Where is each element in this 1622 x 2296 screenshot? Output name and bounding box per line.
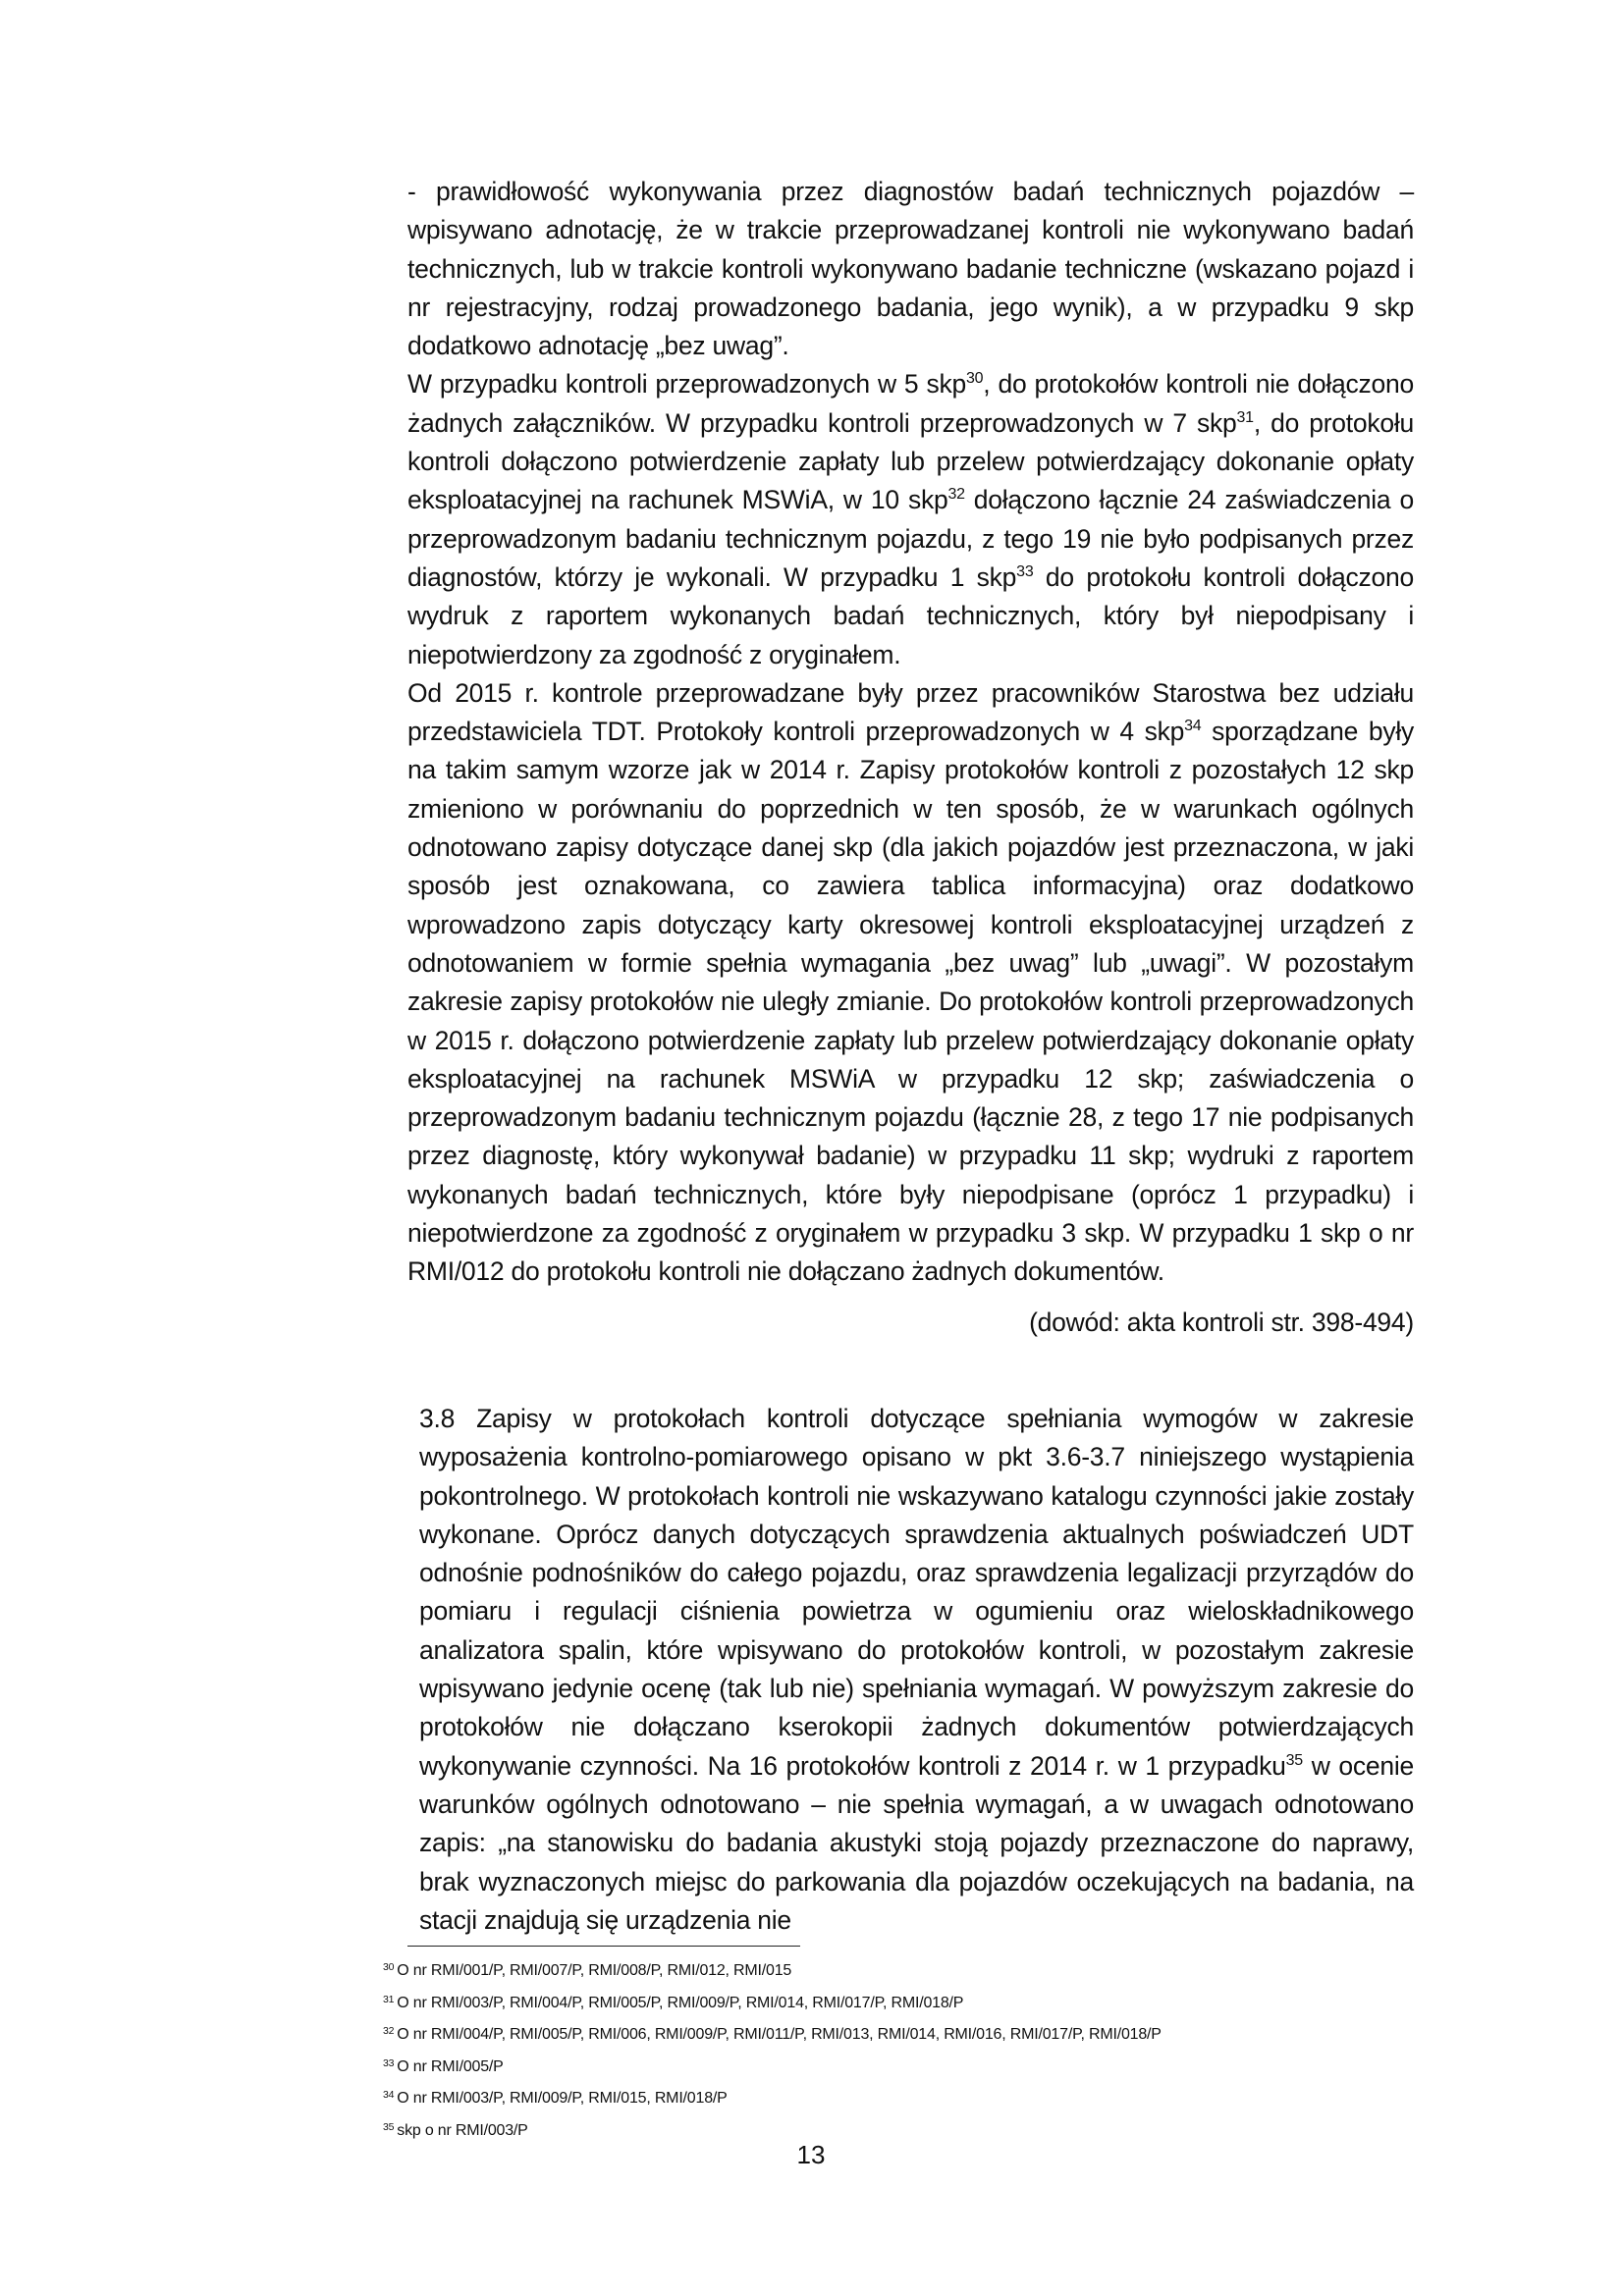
text-run: Od 2015 r. kontrole przeprowadzane były przez pracowników Starostwa bez udziału przedstawiciela TDT. Protokoły kontroli przeprowadzonych w 4 skp — [407, 677, 1414, 747]
footnote-reference: 31 — [1236, 408, 1254, 426]
section-3-8-paragraph — [419, 1400, 1414, 1940]
text-run: , do protokołów kontroli nie dołączono żadnych załączników. W przypadku kontroli przeprowadzonych w 7 skp — [407, 369, 1414, 438]
footnote-reference: 33 — [1016, 562, 1034, 580]
footnote-number: 32 — [383, 2025, 395, 2038]
footnote-30 — [383, 1953, 1463, 1986]
evidence-note: (dowód: akta kontroli str. 398-494) — [1029, 1307, 1414, 1337]
footnote-text: O nr RMI/001/P, RMI/007/P, RMI/008/P, RMI/012, RMI/015 — [397, 1962, 792, 1979]
footnote-separator — [407, 1946, 800, 1947]
section-3-8 — [419, 1400, 1414, 1940]
footnote-text: O nr RMI/004/P, RMI/005/P, RMI/006, RMI/009/P, RMI/011/P, RMI/013, RMI/014, RMI/016, RMI/017/P, RMI/018/P — [397, 2026, 1162, 2044]
footnote-34 — [383, 2081, 1463, 2113]
paragraph-controls-2015 — [407, 674, 1414, 1292]
paragraph-attachments-2014 — [407, 365, 1414, 673]
text-run: 3.8 Zapisy w protokołach kontroli dotyczące spełniania wymogów w zakresie wyposażenia kontrolno-pomiarowego opisano w pkt 3.6-3.7 niniejszego wystąpienia pokontrolnego. W protokołach kontroli nie wskazywano katalogu czynności jakie zostały wykonane. Oprócz danych dotyczących sprawdzenia aktualnych poświadczeń UDT odnośnie podnośników do całego pojazdu, oraz sprawdzenia legalizacji przyrządów do pomiaru i regulacji ciśnienia powietrza w ogumieniu oraz wieloskładnikowego analizatora spalin, które wpisywano do protokołów kontroli, w pozostałym zakresie wpisywano jedynie ocenę (tak lub nie) spełniania wymagań. W powyższym zakresie do protokołów nie dołączano kserokopii żadnych dokumentów potwierdzających wykonywanie czynności. Na 16 protokołów kontroli z 2014 r. w 1 przypadku — [419, 1404, 1414, 1781]
text-run: w ocenie warunków ogólnych odnotowano – nie spełnia wymagań, a w uwagach odnotowano zapis: „na stanowisku do badania akustyki stoją pojazdy przeznaczone do naprawy, brak wyznaczonych miejsc do parkowania dla pojazdów oczekujących na badania, na stacji znajdują się urządzenia nie — [419, 1750, 1414, 1935]
footnote-text: skp o nr RMI/003/P — [397, 2121, 528, 2139]
footnote-number: 34 — [383, 2089, 395, 2102]
text-run: dołączono łącznie 24 zaświadczenia o przeprowadzonym badaniu technicznym pojazdu, z tego 19 nie było podpisanych przez diagnostów, którzy je wykonali. W przypadku 1 skp — [407, 485, 1414, 592]
footnote-31 — [383, 1986, 1463, 2018]
footnotes — [383, 1953, 1463, 2146]
text-run: , do protokołu kontroli dołączono potwierdzenie zapłaty lub przelew potwierdzający dokonanie opłaty eksploatacyjnej na rachunek MSWiA, w 10 skp — [407, 407, 1414, 515]
page-number: 13 — [796, 2140, 826, 2169]
footnote-reference: 32 — [947, 486, 965, 504]
footnote-32 — [383, 2017, 1463, 2050]
footnote-text: O nr RMI/003/P, RMI/009/P, RMI/015, RMI/018/P — [397, 2090, 728, 2108]
footnote-number: 35 — [383, 2120, 395, 2133]
footnote-text: O nr RMI/003/P, RMI/004/P, RMI/005/P, RMI/009/P, RMI/014, RMI/017/P, RMI/018/P — [397, 1994, 964, 2011]
paragraph-diagnostics — [407, 173, 1414, 365]
footnote-reference: 30 — [965, 370, 984, 388]
footnote-text: O nr RMI/005/P — [397, 2057, 504, 2075]
footnote-number: 30 — [383, 1961, 395, 1973]
text-run: - prawidłowość wykonywania przez diagnostów badań technicznych pojazdów – wpisywano adnotację, że w trakcie przeprowadzanej kontroli nie wykonywano badań technicznych, lub w trakcie kontroli wykonywano badanie techniczne (wskazano pojazd i nr rejestracyjny, rodzaj prowadzonego badania, jego wynik), a w przypadku 9 skp dodatkowo adnotację „bez uwag”. — [407, 177, 1414, 361]
footnote-number: 33 — [383, 2056, 395, 2069]
footnote-reference: 35 — [1285, 1751, 1303, 1769]
footnote-number: 31 — [383, 1993, 395, 2005]
body-text — [407, 173, 1414, 1342]
footnote-reference: 34 — [1184, 718, 1202, 735]
footnote-33 — [383, 2050, 1463, 2082]
text-run: do protokołu kontroli dołączono wydruk z raportem wykonanych badań technicznych, który był niepodpisany i niepotwierdzony za zgodność z oryginałem. — [407, 561, 1415, 669]
text-run: W przypadku kontroli przeprowadzonych w 5 skp — [407, 369, 966, 400]
text-run: sporządzane były na takim samym wzorze jak w 2014 r. Zapisy protokołów kontroli z pozostałych 12 skp zmieniono w porównaniu do poprzednich w ten sposób, że w warunkach ogólnych odnotowano zapisy dotyczące danej skp (dla jakich pojazdów jest przeznaczona, w jaki sposób jest oznakowana, co zawiera tablica informacyjna) oraz dodatkowo wprowadzono zapis dotyczący karty okresowej kontroli eksploatacyjnej urządzeń z odnotowaniem w formie spełnia wymagania „bez uwag” lub „uwagi”. W pozostałym zakresie zapisy protokołów nie uległy zmianie. Do protokołów kontroli przeprowadzonych w 2015 r. dołączono potwierdzenie zapłaty lub przelew potwierdzający dokonanie opłaty eksploatacyjnej na rachunek MSWiA w przypadku 12 skp; zaświadczenia o przeprowadzonym badaniu technicznym pojazdu (łącznie 28, z tego 17 nie podpisanych przez diagnostę, który wykonywał badanie) w przypadku 11 skp; wydruki z raportem wykonanych badań technicznych, które były niepodpisane (oprócz 1 przypadku) i niepotwierdzone za zgodność z oryginałem w przypadku 3 skp. W przypadku 1 skp o nr RMI/012 do protokołu kontroli nie dołączano żadnych dokumentów. — [407, 717, 1414, 1287]
